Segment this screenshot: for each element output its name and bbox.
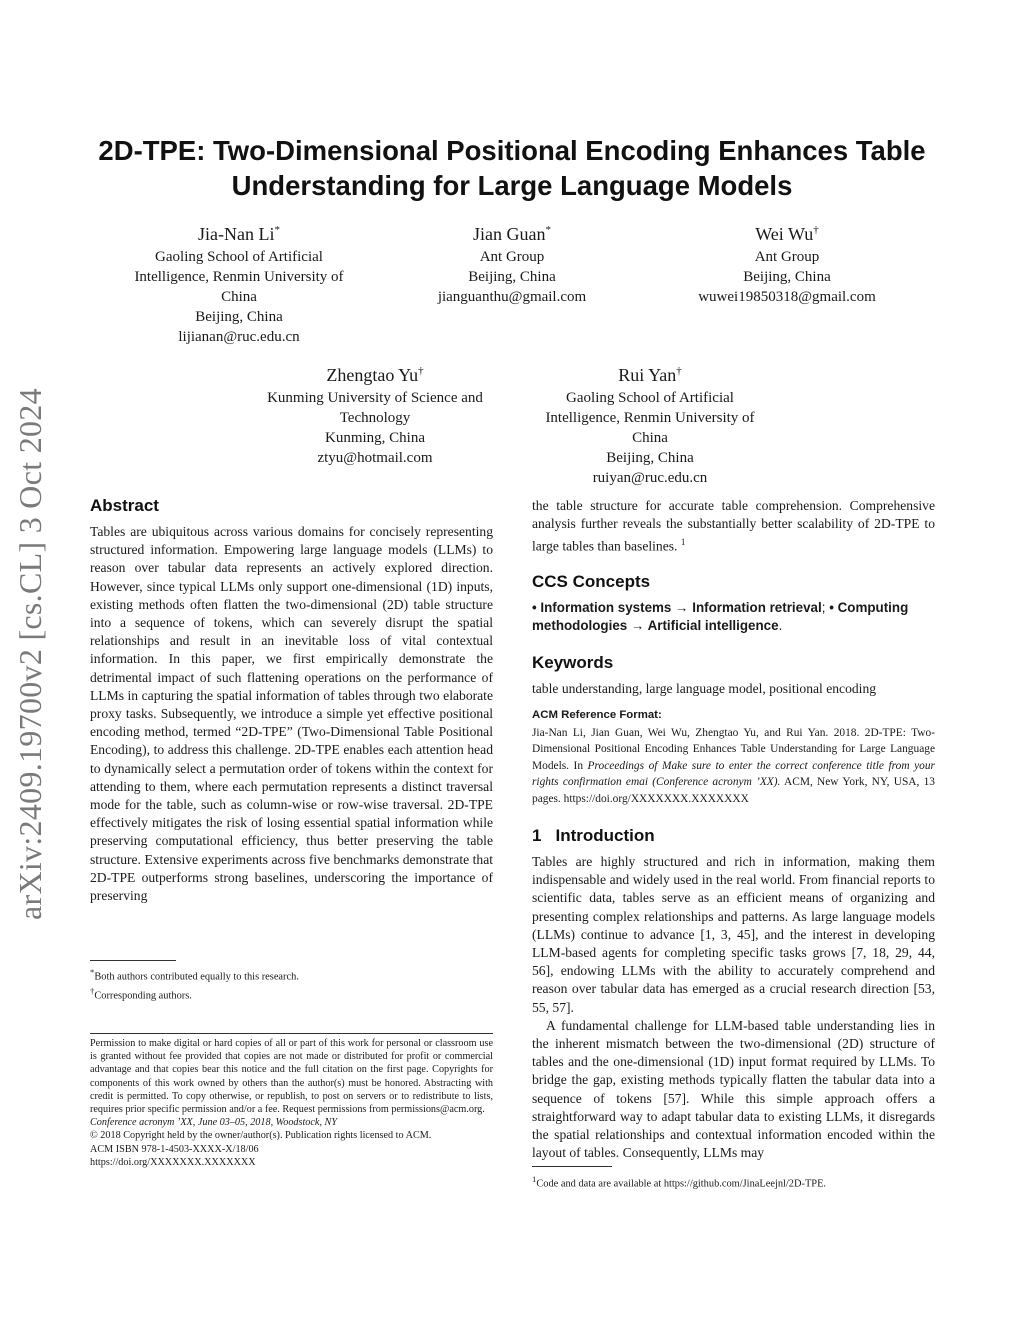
permission-rule — [90, 1033, 493, 1034]
footnote-rule — [90, 960, 176, 961]
author-name: Wei Wu† — [755, 224, 819, 244]
ccs-concepts: • Information systems → Information retrieval; • Computing methodologies → Artificial intelligence. — [532, 600, 909, 634]
right-footnote-rule — [532, 1166, 612, 1167]
arxiv-identifier: arXiv:2409.19700v2 [cs.CL] 3 Oct 2024 — [12, 388, 48, 920]
corresponding-note: †Corresponding authors. — [90, 986, 192, 1002]
title-line-1: 2D-TPE: Two-Dimensional Positional Encoding Enhances Table — [98, 135, 926, 166]
author-affiliation: Technology — [339, 410, 411, 426]
author-location: Beijing, China — [468, 269, 556, 285]
author-email: ztyu@hotmail.com — [317, 450, 433, 466]
permission-block — [90, 1037, 493, 1169]
author-name: Jia-Nan Li* — [198, 224, 280, 244]
keywords-heading: Keywords — [532, 653, 614, 673]
keywords-text: table understanding, large language model, positional encoding — [532, 681, 877, 697]
acm-reference-heading: ACM Reference Format: — [532, 709, 662, 722]
author-email: ruiyan@ruc.edu.cn — [592, 470, 708, 486]
equal-contribution-note: *Both authors contributed equally to this research. — [90, 967, 299, 983]
abstract-heading: Abstract — [90, 496, 159, 515]
author-email: jianguanthu@gmail.com — [437, 289, 587, 305]
copyright-line: © 2018 Copyright held by the owner/author(s). Publication rights licensed to ACM. — [90, 1130, 432, 1142]
isbn-line: ACM ISBN 978-1-4503-XXXX-X/18/06 — [90, 1143, 259, 1155]
intro-paragraph-2: A fundamental challenge for LLM-based table understanding lies in the inherent mismatch between the two-dimensional (2D) structure of tables and the one-dimensional (1D) input format required by LLMs. To bridge the gap, existing methods typically flatten the tabular data into a sequence of tokens [57]. While this simple approach offers a straightforward way to adapt tabular data to existing LLMs, it disregards the spatial relationships and contextual information encoded within the layout of tables. Consequently, LLMs may — [532, 1017, 935, 1161]
author-affiliation: Gaoling School of Artificial — [566, 390, 734, 406]
author-affiliation: Ant Group — [754, 249, 820, 265]
right-column — [532, 497, 935, 1163]
author-name: Jian Guan* — [473, 224, 551, 244]
author-block-2 — [392, 217, 632, 307]
author-name: Zhengtao Yu† — [326, 365, 424, 385]
footnote-ref: 1 — [680, 537, 686, 548]
author-footnotes — [90, 965, 493, 1004]
author-affiliation: Gaoling School of Artificial — [155, 249, 323, 265]
author-block-4 — [240, 358, 510, 468]
author-block-3 — [660, 217, 914, 307]
author-email: lijianan@ruc.edu.cn — [178, 329, 300, 345]
code-footnote: $^1$Code and data are available at https://github.com/JinaLeejnl/2D-TPE. — [532, 1174, 827, 1190]
author-affiliation: Intelligence, Renmin University of — [545, 410, 755, 426]
author-location: Beijing, China — [606, 450, 694, 466]
acm-reference-text: Jia-Nan Li, Jian Guan, Wei Wu, Zhengtao Yu, and Rui Yan. 2018. 2D-TPE: Two-Dimensional Positional Encoding Enhances Table Understanding for Large Language Models. In Proceedings of Make sure to enter the correct conference title from your rights confirmation emai (Conference acronym ’XX). ACM, New York, NY, USA, 13 pages. https://doi.org/XXXXXXX.XXXXXXX — [532, 726, 935, 805]
introduction-heading: 1 Introduction — [532, 826, 655, 846]
author-affiliation: Intelligence, Renmin University of — [134, 269, 344, 285]
doi-line: https://doi.org/XXXXXXX.XXXXXXX — [90, 1156, 256, 1168]
author-name: Rui Yan† — [618, 365, 682, 385]
conference-line: Conference acronym ’XX, June 03–05, 2018, Woodstock, NY — [90, 1117, 338, 1129]
author-affiliation: China — [221, 289, 257, 305]
author-affiliation: China — [632, 430, 668, 446]
title-line-2: Understanding for Large Language Models — [231, 170, 793, 201]
author-affiliation: Kunming University of Science and — [267, 390, 483, 406]
abstract-text: Tables are ubiquitous across various domains for concisely representing structured information. Empowering large language models (LLMs) to reason over tabular data represents an actively explored direction. However, since typical LLMs only support one-dimensional (1D) inputs, existing methods often flatten the two-dimensional (2D) table structure into a sequence of tokens, which can severely disrupt the spatial relationships and result in an inevitable loss of vital contextual information. In this paper, we first empirically demonstrate the detrimental impact of such flattening operations on the performance of LLMs in capturing the spatial information of tables through two elaborate proxy tasks. Subsequently, we introduce a simple yet effective positional encoding method, termed “2D-TPE” (Two-Dimensional Table Positional Encoding), to address this challenge. 2D-TPE enables each attention head to dynamically select a permutation order of tokens within the context for attending to them, where each permutation represents a distinct traversal mode for the table, such as column-wise or row-wise traversal. 2D-TPE effectively mitigates the risk of losing essential spatial information while preserving computational efficiency, thus better preserving the table structure. Extensive experiments across five benchmarks demonstrate that 2D-TPE outperforms strong baselines, underscoring the importance of preserving — [90, 524, 493, 904]
author-block-5 — [512, 358, 788, 488]
permission-text: Permission to make digital or hard copies of all or part of this work for personal or classroom use is granted without fee provided that copies are not made or distributed for profit or commercial advantage and that copies bear this notice and the full citation on the first page. Copyrights for components of this work owned by others than the author(s) must be honored. Abstracting with credit is permitted. To copy otherwise, or republish, to post on servers or to redistribute to lists, requires prior specific permission and/or a fee. Request permissions from permissions@acm.org. — [90, 1038, 493, 1116]
author-location: Kunming, China — [325, 430, 425, 446]
author-location: Beijing, China — [743, 269, 831, 285]
intro-paragraph-1: Tables are highly structured and rich in information, making them indispensable and widely used in the real world. From financial reports to scientific data, tables serve as an efficient means of organizing and presenting complex relationships and patterns. As large language models (LLMs) continue to advance [1, 3, 45], and the interest in developing LLM-based agents for completing specific tasks grows [7, 18, 29, 44, 56], endowing LLMs with the ability to accurately comprehend and reason over tabular data has emerged as a crucial research direction [53, 55, 57]. — [532, 854, 935, 1015]
author-block-1 — [100, 217, 378, 347]
author-location: Beijing, China — [195, 309, 283, 325]
author-email: wuwei19850318@gmail.com — [698, 289, 876, 305]
author-affiliation: Ant Group — [479, 249, 545, 265]
ccs-heading: CCS Concepts — [532, 572, 651, 592]
abstract-continued: the table structure for accurate table comprehension. Comprehensive analysis further reveals the substantially better scalability of 2D-TPE to large tables than baselines. $^1$ — [532, 498, 935, 554]
abstract-section — [90, 495, 493, 905]
paper-title — [60, 133, 964, 203]
